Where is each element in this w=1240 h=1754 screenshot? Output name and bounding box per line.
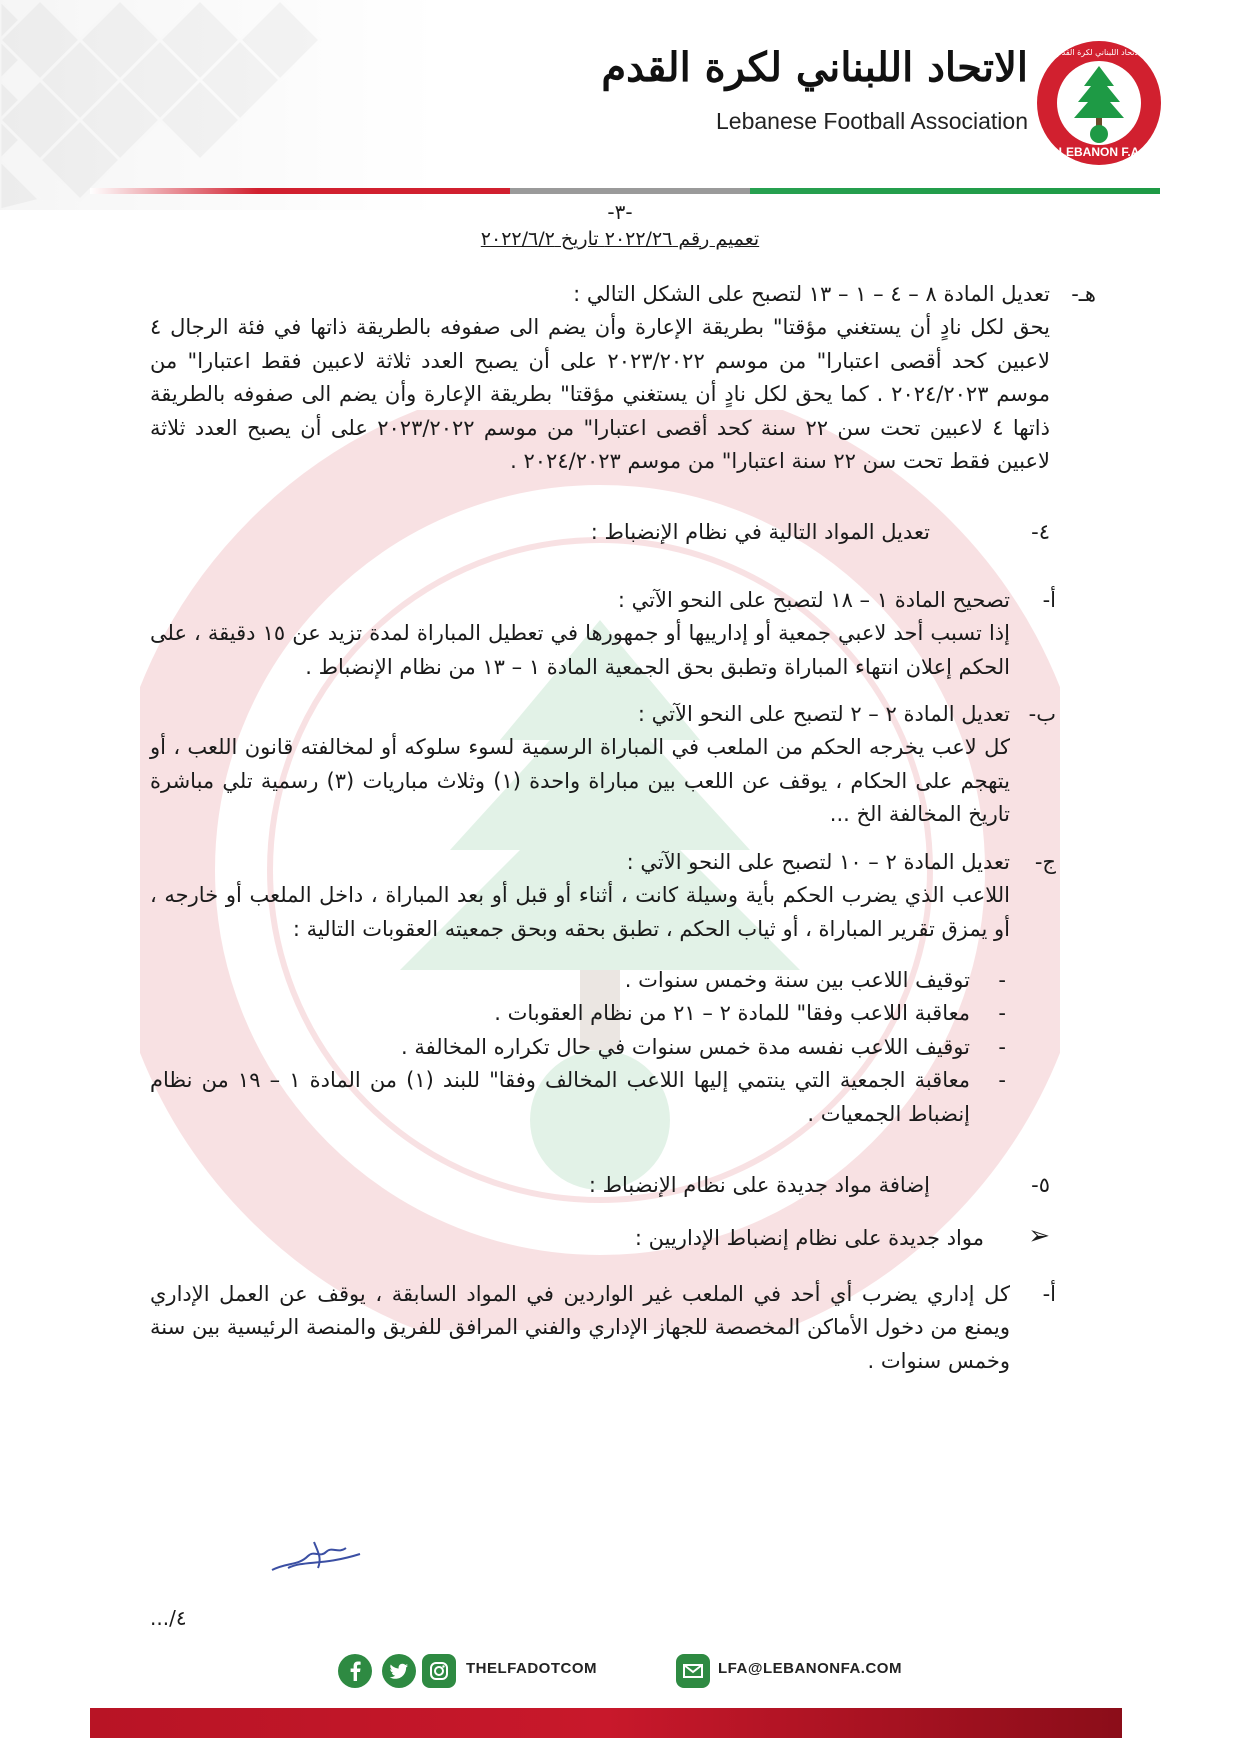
list-item: - معاقبة اللاعب وفقا" للمادة ٢ – ٢١ من نظام العقوبات .: [150, 997, 970, 1030]
facebook-icon[interactable]: [338, 1654, 372, 1688]
item-marker: ب-: [1028, 702, 1056, 727]
header-rule-red: [90, 188, 510, 194]
section-title: إضافة مواد جديدة على نظام الإنضباط :: [588, 1172, 930, 1197]
item-body: كل لاعب يخرجه الحكم من الملعب في المباراة الرسمية لسوء سلوكه أو لمخالفته قانون اللعب ، أو يتهجم على الحكام ، يوقف عن اللعب بين مباراة واحدة (١) وثلاث مباريات (٣) رسمية تلي مباشرة تاريخ المخالفة الخ ...: [150, 735, 1010, 827]
item-b: [150, 698, 1056, 832]
penalty-list: [150, 964, 1010, 1131]
item-a2: [150, 1278, 1056, 1378]
header-rule-green: [750, 188, 1160, 194]
item-body: كل إداري يضرب أي أحد في الملعب غير الواردين في المواد السابقة ، يوقف عن العمل الإداري ويمنع من دخول الأماكن المخصصة للجهاز الإداري والفني المرافق للفريق والمنصة الرئيسية بين سنة وخمس سنوات .: [150, 1281, 1010, 1373]
header-rule-gray: [510, 188, 750, 194]
item-title: تصحيح المادة ١ – ١٨ لتصبح على النحو الآتي :: [617, 587, 1010, 612]
section-title: تعديل المواد التالية في نظام الإنضباط :: [590, 520, 930, 545]
page-number: -٣-: [607, 200, 633, 224]
section-4-heading: [150, 516, 1050, 549]
section-marker: ٤-: [1031, 520, 1050, 545]
lfa-logo: [1036, 40, 1162, 166]
list-item: - توقيف اللاعب نفسه مدة خمس سنوات في حال تكراره المخالفة .: [150, 1031, 970, 1064]
logo-ring-text: الاتحاد اللبناني لكرة القدم: [1056, 48, 1142, 57]
list-item: - توقيف اللاعب بين سنة وخمس سنوات .: [150, 964, 970, 997]
continuation-marker: ٤/...: [150, 1606, 187, 1630]
org-name-english: Lebanese Football Association: [716, 108, 1028, 134]
item-marker: أ-: [1042, 587, 1056, 612]
item-body: إذا تسبب أحد لاعبي جمعية أو إدارييها أو جمهورها في تعطيل المباراة لمدة تزيد عن ١٥ دقيقة ، على الحكم إعلان انتهاء المباراة وتطبق بحق الجمعية المادة ١ – ١٣ من نظام الإنضباط .: [150, 621, 1010, 679]
item-title: تعديل المادة ٨ – ٤ – ١ – ١٣ لتصبح على الشكل التالي :: [573, 282, 1050, 306]
section-marker: ٥-: [1031, 1172, 1050, 1197]
instagram-icon[interactable]: [422, 1654, 456, 1688]
sub-heading-title: مواد جديدة على نظام إنضباط الإداريين :: [634, 1226, 984, 1251]
circular-reference: تعميم رقم ٢٠٢٢/٢٦ تاريخ ٢٠٢٢/٦/٢: [480, 228, 760, 250]
contact-email[interactable]: LFA@LEBANONFA.COM: [718, 1660, 902, 1677]
item-marker: ج-: [1034, 849, 1056, 874]
item-marker: أ-: [1042, 1281, 1056, 1306]
footer-bar: [90, 1708, 1122, 1738]
item-body: اللاعب الذي يضرب الحكم بأية وسيلة كانت ، أثناء أو قبل أو بعد المباراة ، داخل الملعب أو خارجه ، أو يمزق تقرير المباراة ، أو ثياب الحكم ، تطبق بحقه وبحق جمعيته العقوبات التالية :: [150, 883, 1010, 941]
social-handle[interactable]: THELFADOTCOM: [466, 1660, 597, 1677]
list-item: - معاقبة الجمعية التي ينتمي إليها اللاعب المخالف وفقا" للبند (١) من المادة ١ – ١٩ من نظام إنضباط الجمعيات .: [150, 1064, 970, 1131]
item-title: تعديل المادة ٢ – ١٠ لتصبح على النحو الآتي :: [626, 849, 1010, 874]
arrow-bullet-icon: ➢: [1028, 1221, 1050, 1252]
item-h: [150, 278, 1096, 478]
section-5-heading: [150, 1169, 1050, 1202]
item-marker: هـ-: [1071, 282, 1096, 306]
item-body: يحق لكل نادٍ أن يستغني مؤقتا" بطريقة الإعارة وأن يضم الى صفوفه بالطريقة ذاتها في فئة الرجال ٤ لاعبين كحد أقصى اعتبارا" من موسم ٢٠٢٣/٢٠٢٢ على أن يصبح العدد ثلاثة لاعبين فقط اعتبارا" من موسم ٢٠٢٤/٢٠٢٣ . كما يحق لكل نادٍ أن يستغني مؤقتا" بطريقة الإعارة وأن يضم الى صفوفه بالطريقة ذاتها ٤ لاعبين تحت سن ٢٢ سنة كحد أقصى اعتبارا" من موسم ٢٠٢٣/٢٠٢٢ على أن يصبح العدد ثلاثة لاعبين فقط تحت سن ٢٢ سنة اعتبارا" من موسم ٢٠٢٤/٢٠٢٣ .: [150, 315, 1050, 474]
sub-heading-admin: [150, 1221, 1050, 1255]
item-j: [150, 846, 1056, 1131]
twitter-icon[interactable]: [382, 1654, 416, 1688]
signature: [268, 1532, 368, 1578]
decorative-pattern: [0, 0, 440, 210]
item-a: [150, 584, 1056, 684]
item-title: تعديل المادة ٢ – ٢ لتصبح على النحو الآتي :: [637, 702, 1010, 727]
logo-text: LEBANON F.A: [1058, 145, 1140, 159]
document-body: [150, 278, 1096, 1378]
org-name-arabic: الاتحاد اللبناني لكرة القدم: [601, 44, 1028, 91]
mail-icon: [676, 1654, 710, 1688]
